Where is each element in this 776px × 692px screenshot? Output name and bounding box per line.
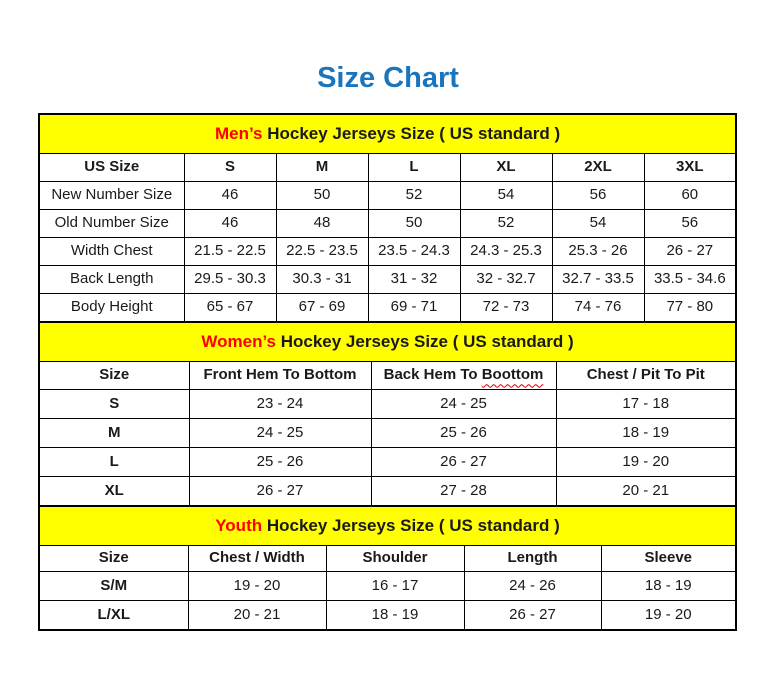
table-cell: 69 - 71: [368, 294, 460, 323]
mens-band-row: [39, 114, 736, 154]
table-row: [39, 238, 736, 266]
table-cell: 72 - 73: [460, 294, 552, 323]
row-label: Old Number Size: [39, 210, 184, 238]
table-row: [39, 448, 736, 477]
table-cell: 22.5 - 23.5: [276, 238, 368, 266]
column-header: 2XL: [552, 154, 644, 182]
table-cell: 48: [276, 210, 368, 238]
table-cell: 31 - 32: [368, 266, 460, 294]
column-header: Sleeve: [601, 546, 736, 572]
mens-band-text: Hockey Jerseys Size ( US standard ): [262, 123, 561, 143]
table-cell: 26 - 27: [371, 448, 556, 477]
table-cell: 19 - 20: [556, 448, 736, 477]
row-label: XL: [39, 477, 189, 507]
table-cell: 50: [276, 182, 368, 210]
column-header: US Size: [39, 154, 184, 182]
column-header: M: [276, 154, 368, 182]
column-header-text: Back Hem To: [383, 366, 482, 384]
table-cell: 20 - 21: [188, 601, 326, 631]
table-cell: 27 - 28: [371, 477, 556, 507]
column-header: Front Hem To Bottom: [189, 362, 371, 390]
row-label: Width Chest: [39, 238, 184, 266]
womens-band-highlight: Women’s: [201, 331, 276, 351]
mens-band-title: [39, 114, 736, 154]
row-label: L: [39, 448, 189, 477]
youth-band-title: [39, 506, 736, 546]
table-cell: 24.3 - 25.3: [460, 238, 552, 266]
table-cell: 26 - 27: [464, 601, 601, 631]
table-cell: 32 - 32.7: [460, 266, 552, 294]
column-header: XL: [460, 154, 552, 182]
table-row: [39, 390, 736, 419]
table-cell: 52: [460, 210, 552, 238]
table-cell: 65 - 67: [184, 294, 276, 323]
table-cell: 54: [552, 210, 644, 238]
column-header: [371, 362, 556, 390]
column-header: Length: [464, 546, 601, 572]
table-cell: 25.3 - 26: [552, 238, 644, 266]
table-cell: 21.5 - 22.5: [184, 238, 276, 266]
table-row: [39, 182, 736, 210]
table-row: [39, 601, 736, 631]
column-header: Chest / Pit To Pit: [556, 362, 736, 390]
table-cell: 18 - 19: [326, 601, 464, 631]
youth-size-table: [38, 505, 737, 631]
table-cell: 54: [460, 182, 552, 210]
table-cell: 32.7 - 33.5: [552, 266, 644, 294]
table-cell: 77 - 80: [644, 294, 736, 323]
table-cell: 33.5 - 34.6: [644, 266, 736, 294]
womens-band-title: [39, 322, 736, 362]
womens-band-row: [39, 322, 736, 362]
mens-size-table: [38, 113, 737, 323]
table-row: [39, 266, 736, 294]
column-header: Chest / Width: [188, 546, 326, 572]
row-label: New Number Size: [39, 182, 184, 210]
column-header: Shoulder: [326, 546, 464, 572]
table-cell: 16 - 17: [326, 572, 464, 601]
table-cell: 23.5 - 24.3: [368, 238, 460, 266]
row-label: Body Height: [39, 294, 184, 323]
mens-header-row: [39, 154, 736, 182]
womens-band-text: Hockey Jerseys Size ( US standard ): [276, 331, 574, 351]
table-cell: 25 - 26: [371, 419, 556, 448]
table-cell: 56: [552, 182, 644, 210]
table-row: [39, 294, 736, 323]
table-row: [39, 477, 736, 507]
table-row: [39, 210, 736, 238]
row-label: M: [39, 419, 189, 448]
column-header: S: [184, 154, 276, 182]
table-cell: 26 - 27: [644, 238, 736, 266]
column-header: Size: [39, 546, 188, 572]
youth-band-row: [39, 506, 736, 546]
table-cell: 26 - 27: [189, 477, 371, 507]
row-label: S/M: [39, 572, 188, 601]
table-cell: 24 - 25: [371, 390, 556, 419]
table-cell: 23 - 24: [189, 390, 371, 419]
table-cell: 74 - 76: [552, 294, 644, 323]
table-cell: 30.3 - 31: [276, 266, 368, 294]
table-cell: 46: [184, 182, 276, 210]
table-cell: 67 - 69: [276, 294, 368, 323]
table-cell: 24 - 26: [464, 572, 601, 601]
table-cell: 18 - 19: [556, 419, 736, 448]
table-cell: 60: [644, 182, 736, 210]
table-row: [39, 419, 736, 448]
page-title: Size Chart: [317, 62, 459, 94]
column-header: L: [368, 154, 460, 182]
column-header: 3XL: [644, 154, 736, 182]
youth-header-row: [39, 546, 736, 572]
table-cell: 46: [184, 210, 276, 238]
table-cell: 50: [368, 210, 460, 238]
youth-band-highlight: Youth: [215, 515, 263, 535]
table-cell: 52: [368, 182, 460, 210]
row-label: L/XL: [39, 601, 188, 631]
table-cell: 19 - 20: [601, 601, 736, 631]
misspelled-word: Boottom: [481, 366, 544, 384]
table-cell: 29.5 - 30.3: [184, 266, 276, 294]
table-cell: 20 - 21: [556, 477, 736, 507]
table-row: [39, 572, 736, 601]
womens-size-table: [38, 321, 737, 507]
table-cell: 24 - 25: [189, 419, 371, 448]
womens-header-row: [39, 362, 736, 390]
column-header: Size: [39, 362, 189, 390]
table-cell: 25 - 26: [189, 448, 371, 477]
table-cell: 56: [644, 210, 736, 238]
youth-band-text: Hockey Jerseys Size ( US standard ): [262, 515, 560, 535]
table-cell: 19 - 20: [188, 572, 326, 601]
row-label: Back Length: [39, 266, 184, 294]
table-cell: 18 - 19: [601, 572, 736, 601]
table-cell: 17 - 18: [556, 390, 736, 419]
mens-band-highlight: Men’s: [214, 123, 263, 143]
row-label: S: [39, 390, 189, 419]
